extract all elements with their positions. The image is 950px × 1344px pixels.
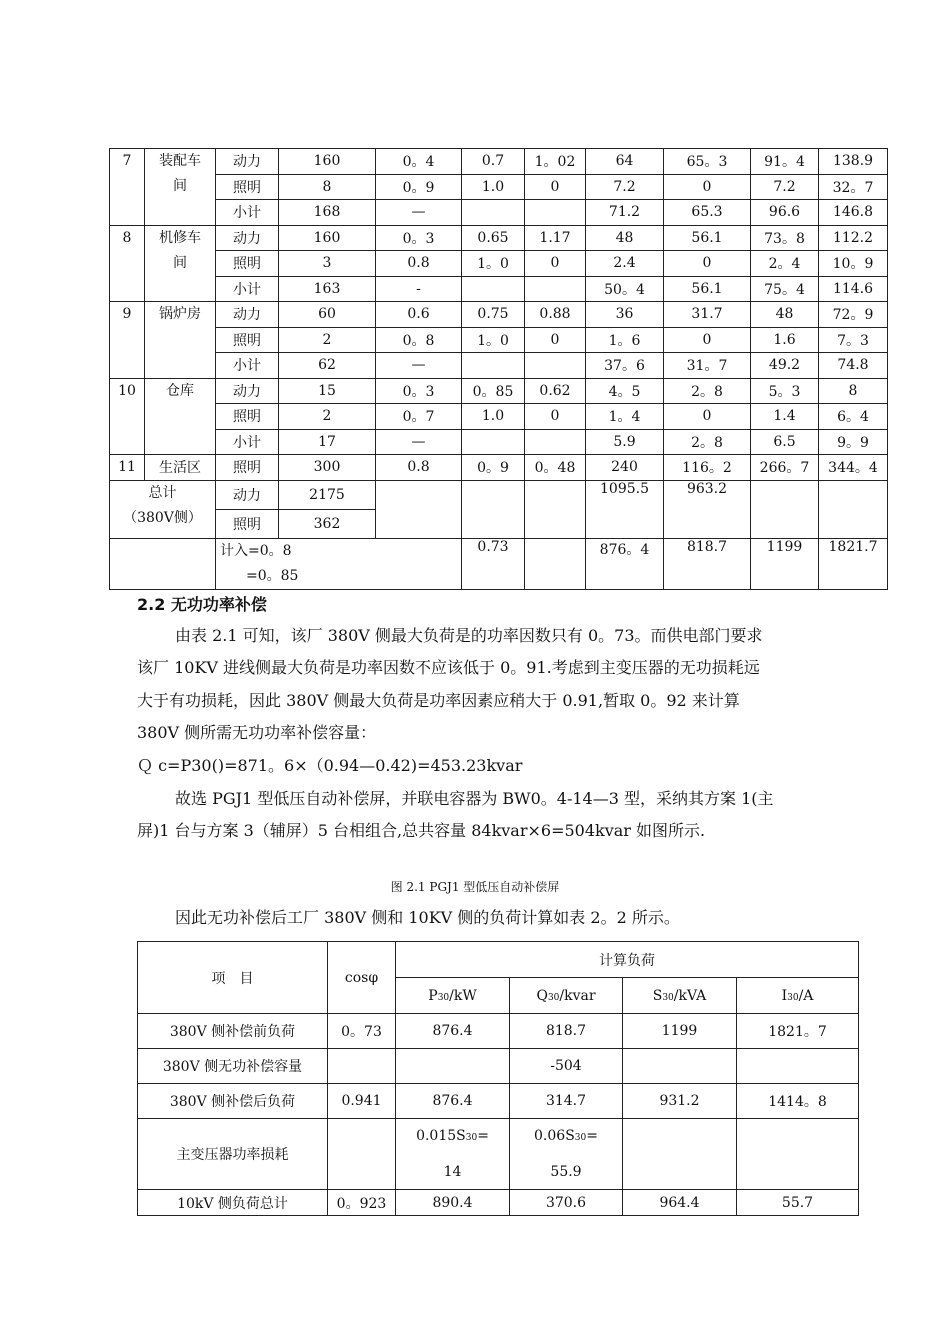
table-cell: 2。8 bbox=[664, 378, 751, 404]
paragraph-2-line-2: 屏)1 台与方案 3（辅屏）5 台相组合,总共容量 84kvar×6=504kvar 如图所示. bbox=[137, 821, 706, 840]
table-cell: 1.4 bbox=[751, 404, 819, 430]
table-cell: 0.7 bbox=[462, 149, 525, 175]
table-cell: 168 bbox=[279, 200, 376, 226]
table-cell: 0.8 bbox=[376, 455, 462, 481]
table-cell: 56.1 bbox=[664, 276, 751, 302]
table-cell: 0.8 bbox=[376, 251, 462, 277]
table-cell: 照明 bbox=[216, 455, 279, 481]
table-cell: 6。4 bbox=[819, 404, 888, 430]
table-cell bbox=[525, 276, 586, 302]
table-cell: 2 bbox=[279, 404, 376, 430]
table-cell: 112.2 bbox=[819, 225, 888, 251]
table-cell: 0.88 bbox=[525, 302, 586, 328]
table-row bbox=[110, 404, 888, 430]
table-cell: 9。9 bbox=[819, 429, 888, 455]
table-row: 10kV 侧负荷总计 0。923 890.4 370.6 964.4 55.7 bbox=[138, 1190, 859, 1216]
header-p30: P30/kW bbox=[396, 978, 510, 1014]
table-row: 总计 （380V侧） 动力 2175 1095.5 963.2 bbox=[110, 480, 888, 509]
table-cell: 17 bbox=[279, 429, 376, 455]
table-cell: 240 bbox=[586, 455, 664, 481]
table-cell: 4。5 bbox=[586, 378, 664, 404]
table-cell: 91。4 bbox=[751, 149, 819, 175]
workshop-name: 装配车 间 bbox=[145, 149, 216, 226]
workshop-no: 7 bbox=[110, 149, 145, 226]
table-cell: 71.2 bbox=[586, 200, 664, 226]
table-row bbox=[110, 174, 888, 200]
table-cell: 8 bbox=[819, 378, 888, 404]
table-cell: 74.8 bbox=[819, 353, 888, 379]
table-cell: 36 bbox=[586, 302, 664, 328]
table-cell: 0 bbox=[664, 404, 751, 430]
header-cos: cosφ bbox=[328, 942, 396, 1014]
table-cell: 0。9 bbox=[462, 455, 525, 481]
table-row bbox=[110, 276, 888, 302]
compensation-table bbox=[137, 941, 859, 1216]
table-cell bbox=[525, 429, 586, 455]
table-cell bbox=[462, 276, 525, 302]
table-row bbox=[110, 302, 888, 328]
table-cell: 1.6 bbox=[751, 327, 819, 353]
table-cell: 照明 bbox=[216, 251, 279, 277]
paragraph-1-line-3: 大于有功损耗，因此 380V 侧最大负荷是功率因素应稍大于 0.91,暂取 0。92 来计算 bbox=[137, 691, 740, 710]
table-cell bbox=[462, 429, 525, 455]
table-cell: 动力 bbox=[216, 302, 279, 328]
table-cell: 1。0 bbox=[462, 327, 525, 353]
table-cell: 0 bbox=[664, 327, 751, 353]
table-row bbox=[110, 353, 888, 379]
table-row bbox=[110, 200, 888, 226]
table-cell: 0 bbox=[664, 174, 751, 200]
table-cell: 0.75 bbox=[462, 302, 525, 328]
table-cell: 114.6 bbox=[819, 276, 888, 302]
table-cell: 动力 bbox=[216, 149, 279, 175]
table-cell: 65。3 bbox=[664, 149, 751, 175]
workshop-no: 8 bbox=[110, 225, 145, 302]
table-cell: 小计 bbox=[216, 276, 279, 302]
section-heading: 2.2 无功功率补偿 bbox=[137, 595, 267, 614]
table-cell: 5.9 bbox=[586, 429, 664, 455]
table-cell: 15 bbox=[279, 378, 376, 404]
table-row bbox=[110, 429, 888, 455]
load-table bbox=[109, 148, 888, 590]
table-cell: 32。7 bbox=[819, 174, 888, 200]
workshop-no: 10 bbox=[110, 378, 145, 455]
table-cell: 0。9 bbox=[376, 174, 462, 200]
paragraph-1-line-4: 380V 侧所需无功功率补偿容量： bbox=[137, 723, 377, 742]
workshop-name: 仓库 bbox=[145, 378, 216, 455]
table-cell: 0 bbox=[525, 174, 586, 200]
table-cell: 5。3 bbox=[751, 378, 819, 404]
table-cell: 8 bbox=[279, 174, 376, 200]
table-cell: 60 bbox=[279, 302, 376, 328]
table-cell: 动力 bbox=[216, 378, 279, 404]
table-cell: 160 bbox=[279, 225, 376, 251]
table-cell: 266。7 bbox=[751, 455, 819, 481]
table-cell: 7。3 bbox=[819, 327, 888, 353]
table-row: 照明 362 bbox=[110, 509, 888, 538]
table-row: 380V 侧补偿前负荷 0。73 876.4 818.7 1199 1821。7 bbox=[138, 1014, 859, 1049]
table-cell: 344。4 bbox=[819, 455, 888, 481]
table-cell: 0。4 bbox=[376, 149, 462, 175]
paragraph-1-line-2: 该厂 10KV 进线侧最大负荷是功率因数不应该低于 0。91.考虑到主变压器的无功损耗远 bbox=[137, 658, 760, 677]
table-cell: 163 bbox=[279, 276, 376, 302]
table-cell: 1。0 bbox=[462, 251, 525, 277]
table-cell: 75。4 bbox=[751, 276, 819, 302]
total-label: 总计 （380V侧） bbox=[110, 480, 216, 538]
table-cell: 31.7 bbox=[664, 302, 751, 328]
table-cell: 动力 bbox=[216, 225, 279, 251]
table-cell: 64 bbox=[586, 149, 664, 175]
table-cell: 160 bbox=[279, 149, 376, 175]
table-cell: 2。4 bbox=[751, 251, 819, 277]
table-cell: 1.0 bbox=[462, 174, 525, 200]
header-calc-load: 计算负荷 bbox=[396, 942, 859, 978]
table-cell: 0 bbox=[525, 251, 586, 277]
table-row: 380V 侧补偿后负荷 0.941 876.4 314.7 931.2 1414。8 bbox=[138, 1084, 859, 1119]
table-cell: 10。9 bbox=[819, 251, 888, 277]
table-row bbox=[110, 327, 888, 353]
header-q30: Q30/kvar bbox=[510, 978, 623, 1014]
table-row: 380V 侧无功补偿容量 -504 bbox=[138, 1049, 859, 1084]
table-row: 11 生活区 照明 300 0.8 0。9 0。48 240 116。2 266。7 344。4 bbox=[110, 455, 888, 481]
table-row bbox=[110, 149, 888, 175]
table-cell: 56.1 bbox=[664, 225, 751, 251]
table-cell: 0 bbox=[525, 327, 586, 353]
formula-line: Ｑ c=P30()=871。6×（0.94—0.42)=453.23kvar bbox=[137, 756, 523, 775]
table-cell: 49.2 bbox=[751, 353, 819, 379]
table-cell: 0。3 bbox=[376, 378, 462, 404]
table-cell: 2。8 bbox=[664, 429, 751, 455]
table-cell: 37。6 bbox=[586, 353, 664, 379]
table-cell: 0.6 bbox=[376, 302, 462, 328]
table-row: 主变压器功率损耗 0.015S30= 14 0.06S30= 55.9 bbox=[138, 1119, 859, 1190]
table-cell: 50。4 bbox=[586, 276, 664, 302]
table-cell: 146.8 bbox=[819, 200, 888, 226]
table-cell: 62 bbox=[279, 353, 376, 379]
table-cell: 1。6 bbox=[586, 327, 664, 353]
table-cell: 0。8 bbox=[376, 327, 462, 353]
table-cell: — bbox=[376, 200, 462, 226]
workshop-name: 机修车 间 bbox=[145, 225, 216, 302]
table-cell: 0。7 bbox=[376, 404, 462, 430]
table-cell: 73。8 bbox=[751, 225, 819, 251]
table-cell: 6.5 bbox=[751, 429, 819, 455]
table-cell: 2.4 bbox=[586, 251, 664, 277]
table-cell: 小计 bbox=[216, 200, 279, 226]
table-cell: 1。02 bbox=[525, 149, 586, 175]
table-cell: 3 bbox=[279, 251, 376, 277]
header-s30: S30/kVA bbox=[623, 978, 737, 1014]
table-cell: 1.0 bbox=[462, 404, 525, 430]
table-cell: 0。3 bbox=[376, 225, 462, 251]
table-cell: 65.3 bbox=[664, 200, 751, 226]
table-cell: 0 bbox=[664, 251, 751, 277]
workshop-no: 9 bbox=[110, 302, 145, 379]
table-cell: 0.65 bbox=[462, 225, 525, 251]
table-cell: 1。4 bbox=[586, 404, 664, 430]
table-cell bbox=[462, 353, 525, 379]
table-cell: 300 bbox=[279, 455, 376, 481]
header-i30: I30/A bbox=[737, 978, 859, 1014]
table-cell: 照明 bbox=[216, 327, 279, 353]
table-cell bbox=[525, 353, 586, 379]
table-cell: 小计 bbox=[216, 353, 279, 379]
table-cell: 照明 bbox=[216, 404, 279, 430]
table-cell: 小计 bbox=[216, 429, 279, 455]
table-cell: 72。9 bbox=[819, 302, 888, 328]
workshop-name: 锅炉房 bbox=[145, 302, 216, 379]
table-cell: 0 bbox=[525, 404, 586, 430]
table-row: 计入=0。8 =0。85 0.73 876。4 818.7 1199 1821.7 bbox=[110, 538, 888, 589]
table-cell: — bbox=[376, 353, 462, 379]
table-cell: 48 bbox=[586, 225, 664, 251]
header-item: 项 目 bbox=[138, 942, 328, 1014]
loss-p-cell: 0.015S30= 14 bbox=[396, 1119, 510, 1190]
table-cell: 96.6 bbox=[751, 200, 819, 226]
figure-caption: 图 2.1 PGJ1 型低压自动补偿屏 bbox=[390, 880, 560, 894]
table-cell: 116。2 bbox=[664, 455, 751, 481]
paragraph-1-line-1: 由表 2.1 可知，该厂 380V 侧最大负荷是的功率因数只有 0。73。而供电部门要求 bbox=[175, 626, 763, 645]
table-cell: 1.17 bbox=[525, 225, 586, 251]
table-cell: 7.2 bbox=[751, 174, 819, 200]
paragraph-3: 因此无功补偿后工厂 380V 侧和 10KV 侧的负荷计算如表 2。2 所示。 bbox=[175, 908, 680, 927]
table-row bbox=[110, 225, 888, 251]
paragraph-2-line-1: 故选 PGJ1 型低压自动补偿屏，并联电容器为 BW0。4-14—3 型，采纳其方案 1(主 bbox=[175, 789, 774, 808]
table-cell: - bbox=[376, 276, 462, 302]
table-cell: 7.2 bbox=[586, 174, 664, 200]
table-cell: 0。48 bbox=[525, 455, 586, 481]
table-cell: 31。7 bbox=[664, 353, 751, 379]
table-row bbox=[110, 251, 888, 277]
table-cell: 138.9 bbox=[819, 149, 888, 175]
loss-q-cell: 0.06S30= 55.9 bbox=[510, 1119, 623, 1190]
table-cell: — bbox=[376, 429, 462, 455]
table-cell: 0。85 bbox=[462, 378, 525, 404]
calc-note: 计入=0。8 =0。85 bbox=[216, 538, 462, 589]
table-cell bbox=[525, 200, 586, 226]
table-cell: 48 bbox=[751, 302, 819, 328]
table-row bbox=[110, 378, 888, 404]
table-cell: 2 bbox=[279, 327, 376, 353]
table-cell bbox=[462, 200, 525, 226]
table-cell: 照明 bbox=[216, 174, 279, 200]
table-cell: 0.62 bbox=[525, 378, 586, 404]
